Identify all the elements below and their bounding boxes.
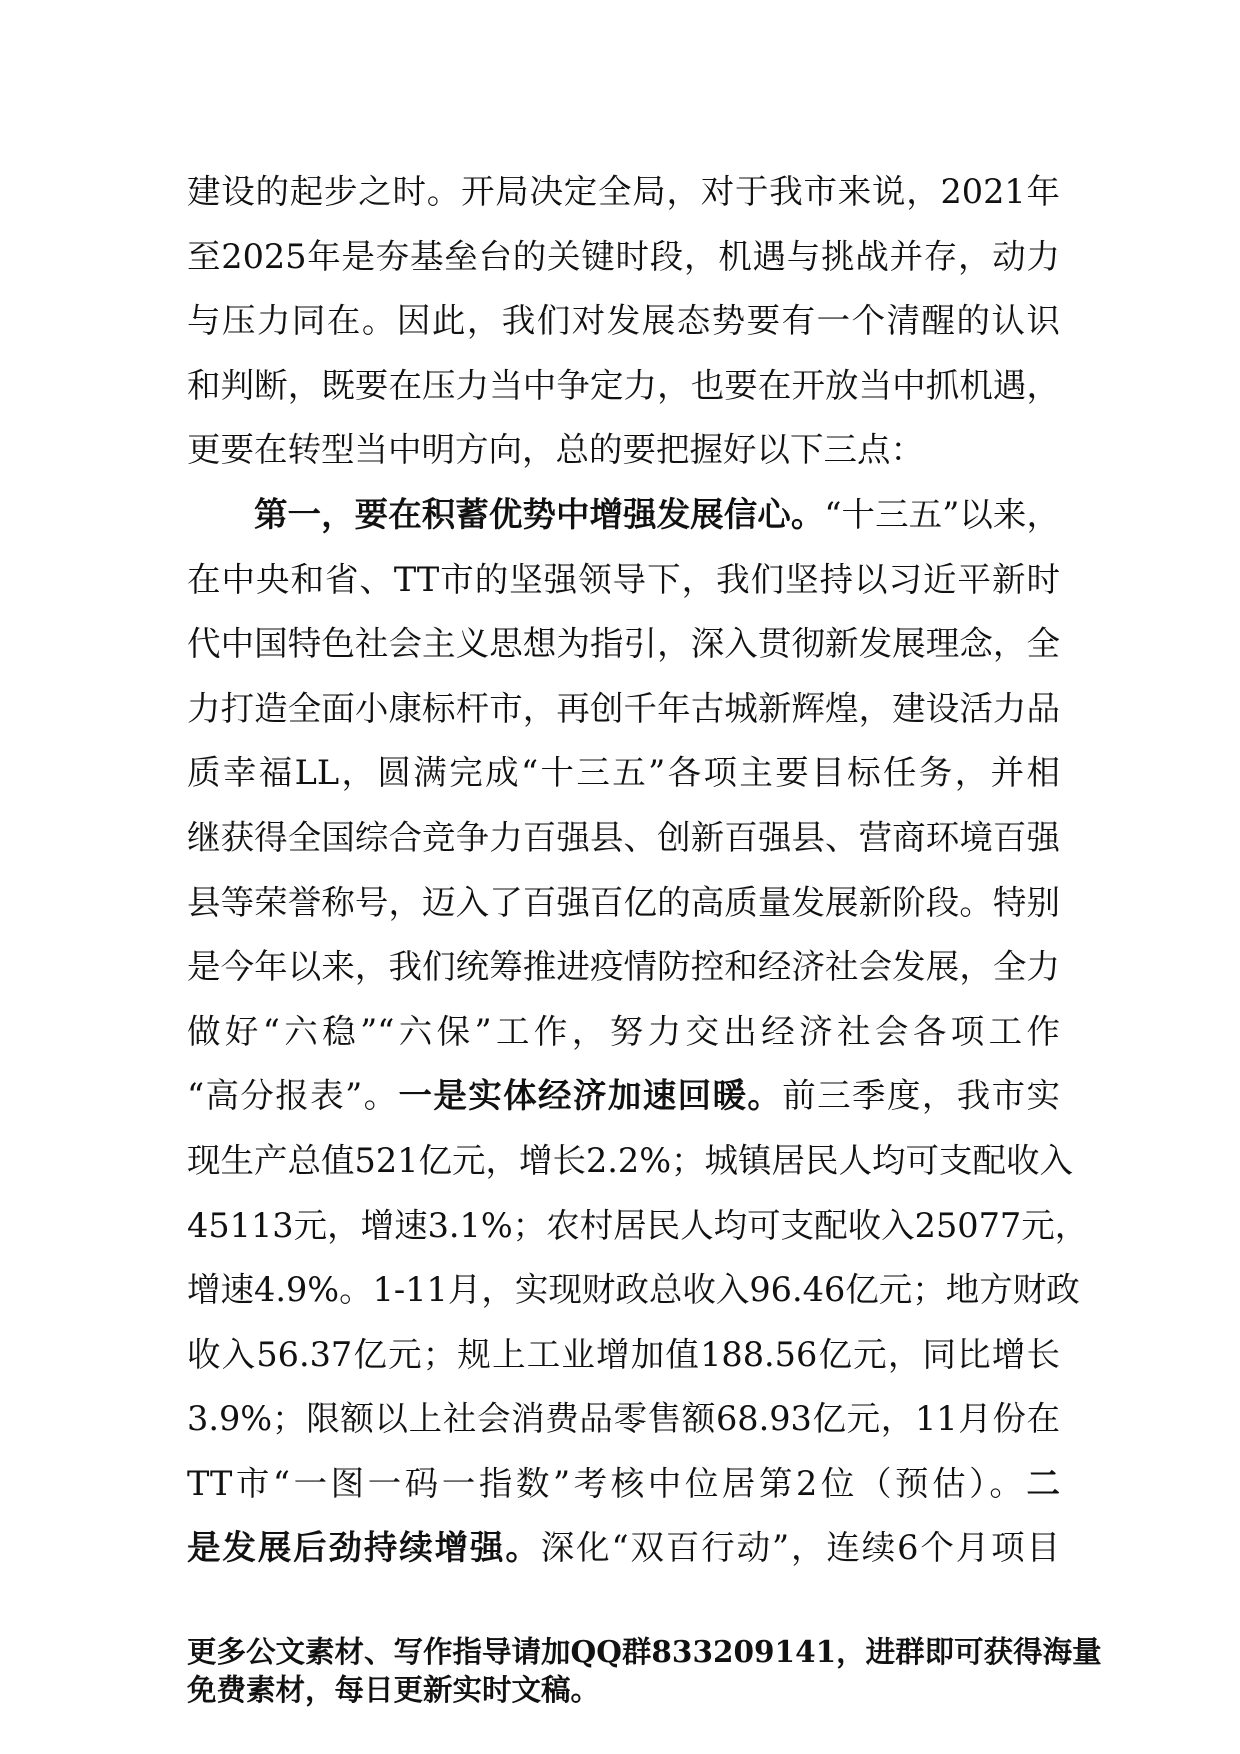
body-text-run: 继获得全国综合竞争力百强县、创新百强县、营商环境百强 bbox=[187, 817, 1060, 857]
body-text-run: 现生产总值521亿元，增长2.2%；城镇居民人均可支配收入 bbox=[187, 1140, 1074, 1180]
body-text-run: 建设的起步之时。开局决定全局，对于我市来说，2021年 bbox=[187, 172, 1060, 211]
body-line bbox=[187, 289, 1060, 354]
body-text-run: “高分报表”。 bbox=[187, 1076, 399, 1116]
body-line bbox=[187, 1000, 1060, 1065]
footer-line: 更多公文素材、写作指导请加QQ群833209141，进群即可获得海量 bbox=[187, 1634, 1102, 1669]
body-text-run: 深化“双百行动”，连续6个月项目 bbox=[540, 1528, 1061, 1568]
body-line bbox=[187, 483, 1060, 548]
footer-line: 免费素材，每日更新实时文稿。 bbox=[187, 1672, 601, 1707]
body-text-run: 收入56.37亿元；规上工业增加值188.56亿元，同比增长 bbox=[187, 1334, 1060, 1374]
body-line bbox=[187, 741, 1060, 806]
body-text-run: 做好“六稳”“六保”工作，努力交出经济社会各项工作 bbox=[187, 1011, 1060, 1051]
body-text-run: 前三季度，我市实 bbox=[782, 1076, 1061, 1116]
body-line bbox=[187, 935, 1060, 1000]
body-line bbox=[187, 548, 1060, 613]
body-line bbox=[187, 1129, 1074, 1194]
body-text-run: TT市“一图一码一指数”考核中位居第2位（预估）。 bbox=[187, 1463, 1027, 1503]
body-line bbox=[187, 1064, 1060, 1129]
body-text-run: 和判断，既要在压力当中争定力，也要在开放当中抓机遇， bbox=[187, 365, 1060, 405]
body-line bbox=[187, 1323, 1060, 1388]
body-text-run: 至2025年是夯基垒台的关键时段，机遇与挑战并存，动力 bbox=[187, 236, 1060, 276]
body-text-run: 更要在转型当中明方向，总的要把握好以下三点： bbox=[187, 430, 924, 470]
body-line bbox=[187, 677, 1060, 742]
body-text-run: 县等荣誉称号，迈入了百强百亿的高质量发展新阶段。特别 bbox=[187, 882, 1060, 922]
body-line bbox=[187, 160, 1060, 225]
body-text bbox=[187, 160, 1089, 1581]
body-text-run: 力打造全面小康标杆市，再创千年古城新辉煌，建设活力品 bbox=[187, 688, 1060, 728]
body-line bbox=[187, 612, 1060, 677]
body-line bbox=[187, 1387, 1060, 1452]
body-text-run: 质幸福LL，圆满完成“十三五”各项主要目标任务，并相 bbox=[187, 753, 1060, 793]
bold-heading-text: 二 bbox=[1026, 1463, 1060, 1503]
body-line bbox=[187, 1516, 1060, 1581]
body-text-run: 增速4.9%。1-11月，实现财政总收入96.46亿元；地方财政 bbox=[187, 1270, 1080, 1310]
footer-promo bbox=[187, 1633, 1102, 1709]
body-text-run: 在中央和省、TT市的坚强领导下，我们坚持以习近平新时 bbox=[187, 559, 1060, 599]
bold-heading-text: 第一，要在积蓄优势中增强发展信心。 bbox=[254, 494, 825, 534]
body-line bbox=[187, 354, 1060, 419]
body-text-run: 3.9%；限额以上社会消费品零售额68.93亿元，11月份在 bbox=[187, 1399, 1060, 1439]
body-text-run: “十三五”以来， bbox=[824, 494, 1060, 534]
body-line bbox=[187, 1452, 1060, 1517]
bold-heading-text: 是发展后劲持续增强。 bbox=[187, 1528, 541, 1568]
body-text-run: 是今年以来，我们统筹推进疫情防控和经济社会发展，全力 bbox=[187, 947, 1060, 987]
body-line bbox=[187, 1258, 1080, 1323]
body-line bbox=[187, 418, 1060, 483]
body-text-run: 与压力同在。因此，我们对发展态势要有一个清醒的认识 bbox=[187, 301, 1060, 341]
body-line bbox=[187, 871, 1060, 936]
body-line bbox=[187, 225, 1060, 290]
body-line bbox=[187, 806, 1060, 871]
bold-heading-text: 一是实体经济加速回暖。 bbox=[398, 1076, 783, 1116]
body-text-run: 45113元，增速3.1%；农村居民人均可支配收入25077元， bbox=[187, 1205, 1089, 1245]
body-line bbox=[187, 1194, 1089, 1259]
body-text-run: 代中国特色社会主义思想为指引，深入贯彻新发展理念，全 bbox=[187, 624, 1060, 664]
